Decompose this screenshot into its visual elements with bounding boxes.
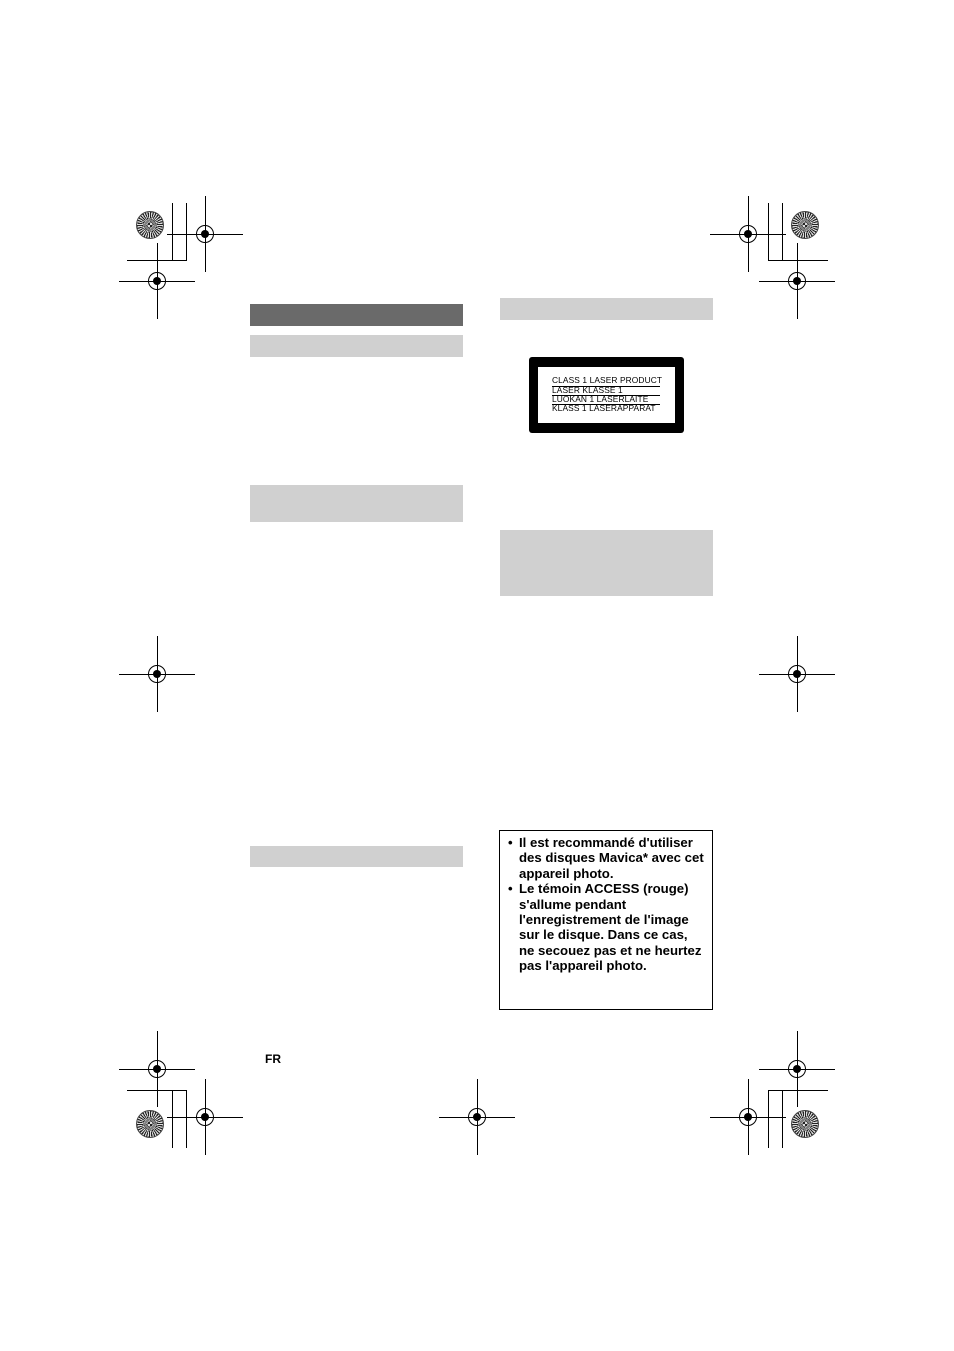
trim-line xyxy=(768,1090,769,1148)
note-item xyxy=(508,881,704,973)
note-item xyxy=(508,835,704,881)
note-item-text: Le témoin ACCESS (rouge) s'allume pendant l'enregistrement de l'image sur le disque. Dans ce cas, ne secouez pas et ne heurtez pas l'appareil photo. xyxy=(519,881,702,974)
trim-line xyxy=(172,203,173,261)
laser-class-label xyxy=(529,357,684,433)
trim-line xyxy=(186,203,187,261)
trim-line xyxy=(768,203,769,261)
trim-line xyxy=(768,260,828,261)
color-target-icon xyxy=(136,1110,164,1138)
trim-line xyxy=(782,203,783,261)
subsection-header-bar xyxy=(500,298,713,320)
trim-line xyxy=(186,1090,187,1148)
trim-line xyxy=(172,1090,173,1148)
color-target-icon xyxy=(136,211,164,239)
section-header-bar xyxy=(250,304,463,326)
subsection-header-bar xyxy=(500,530,713,596)
recommendation-note-box xyxy=(499,830,713,1010)
color-target-icon xyxy=(791,1110,819,1138)
note-item-text: Il est recommandé d'utiliser des disques Mavica* avec cet appareil photo. xyxy=(519,835,704,881)
laser-label-line: LUOKAN 1 LASERLAITE xyxy=(552,394,649,404)
laser-label-line: KLASS 1 LASERAPPARAT xyxy=(552,403,656,413)
laser-label-line: CLASS 1 LASER PRODUCT xyxy=(552,375,663,385)
subsection-header-bar xyxy=(250,846,463,867)
color-target-icon xyxy=(791,211,819,239)
bullet-icon: • xyxy=(508,881,513,897)
bullet-icon: • xyxy=(508,835,513,850)
subsection-header-bar xyxy=(250,485,463,522)
trim-line xyxy=(768,1090,828,1091)
subsection-header-bar xyxy=(250,335,463,357)
laser-label-line: LASER KLASSE 1 xyxy=(552,385,623,395)
trim-line xyxy=(782,1090,783,1148)
page-language-code: FR xyxy=(265,1052,281,1066)
